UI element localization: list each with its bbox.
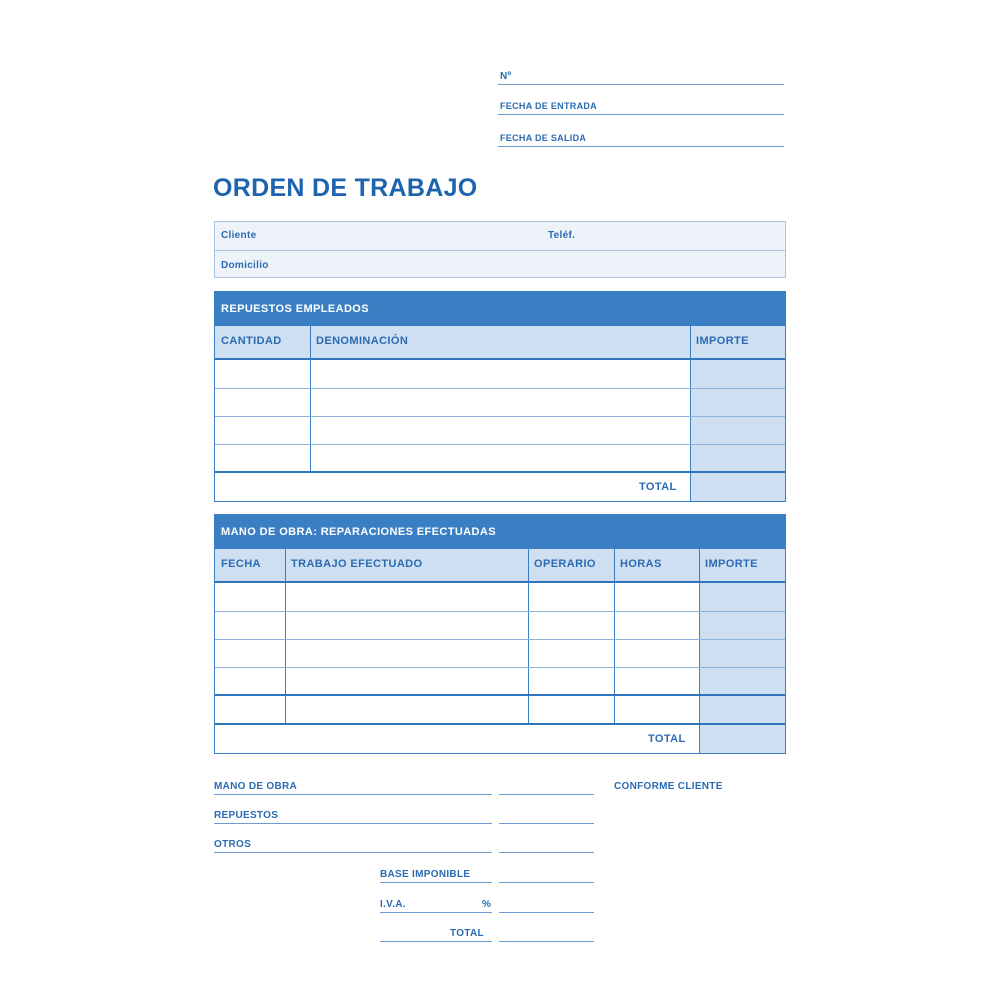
summary-line: [380, 882, 492, 883]
summary-amount-line: [499, 882, 594, 883]
entry-date-label: FECHA DE ENTRADA: [500, 101, 597, 111]
col-divider: [528, 549, 529, 724]
summary-line: [214, 794, 492, 795]
col-date: FECHA: [221, 558, 261, 570]
col-hours: HORAS: [620, 558, 662, 570]
vat-percent-label: %: [482, 899, 492, 910]
table-cell[interactable]: [215, 360, 310, 388]
table-row-divider: [215, 444, 785, 445]
summary-amount-line: [499, 912, 594, 913]
client-row[interactable]: [215, 222, 785, 250]
table-row-divider: [215, 388, 785, 389]
customer-approval-label: CONFORME CLIENTE: [614, 781, 723, 792]
summary-line: [380, 941, 492, 942]
summary-line: [214, 823, 492, 824]
order-number-line: [498, 84, 784, 85]
col-divider: [285, 549, 286, 724]
table-row-divider: [215, 694, 785, 696]
phone-label: Teléf.: [548, 230, 576, 241]
summary-labor-label: MANO DE OBRA: [214, 781, 298, 792]
labor-total-cell[interactable]: [699, 724, 785, 753]
table-cell[interactable]: [690, 360, 785, 388]
summary-other-label: OTROS: [214, 839, 252, 850]
col-divider: [614, 549, 615, 724]
page-title: ORDEN DE TRABAJO: [213, 174, 478, 202]
exit-date-line: [498, 146, 784, 147]
col-operator: OPERARIO: [534, 558, 596, 570]
table-row-divider: [215, 416, 785, 417]
table-row-divider: [215, 639, 785, 640]
col-description: DENOMINACIÓN: [316, 335, 409, 347]
parts-table-heading: [215, 292, 785, 326]
summary-amount-line: [499, 823, 594, 824]
entry-date-line: [498, 114, 784, 115]
summary-amount-line: [499, 852, 594, 853]
col-quantity: CANTIDAD: [221, 335, 282, 347]
parts-table: [214, 291, 786, 502]
parts-total-label: TOTAL: [639, 481, 677, 493]
labor-table-heading: [215, 515, 785, 549]
labor-table: [214, 514, 786, 754]
exit-date-label: FECHA DE SALIDA: [500, 133, 587, 143]
col-amount: IMPORTE: [696, 335, 749, 347]
tax-base-label: BASE IMPONIBLE: [380, 869, 471, 880]
vat-label: I.V.A.: [380, 899, 406, 910]
summary-line: [380, 912, 492, 913]
table-cell[interactable]: [285, 583, 528, 611]
customer-signature-area[interactable]: [612, 796, 784, 896]
labor-total-label: TOTAL: [648, 733, 686, 745]
summary-parts-label: REPUESTOS: [214, 810, 279, 821]
table-cell[interactable]: [310, 360, 690, 388]
summary-amount-line: [499, 794, 594, 795]
client-info-box: [214, 221, 786, 278]
parts-column-header: [215, 326, 785, 360]
summary-line: [214, 852, 492, 853]
summary-total-label: TOTAL: [450, 928, 484, 939]
address-row[interactable]: [215, 250, 785, 279]
order-number-label: Nº: [500, 71, 512, 82]
address-label: Domicilio: [221, 260, 269, 271]
table-row-divider: [215, 611, 785, 612]
parts-total-cell[interactable]: [690, 472, 785, 501]
client-label: Cliente: [221, 230, 257, 241]
col-amount: IMPORTE: [705, 558, 758, 570]
col-work-done: TRABAJO EFECTUADO: [291, 558, 423, 570]
table-cell[interactable]: [215, 583, 285, 611]
parts-heading-text: REPUESTOS EMPLEADOS: [221, 303, 369, 315]
summary-amount-line: [499, 941, 594, 942]
table-row-divider: [215, 667, 785, 668]
col-divider: [310, 326, 311, 472]
labor-heading-text: MANO DE OBRA: REPARACIONES EFECTUADAS: [221, 526, 496, 538]
